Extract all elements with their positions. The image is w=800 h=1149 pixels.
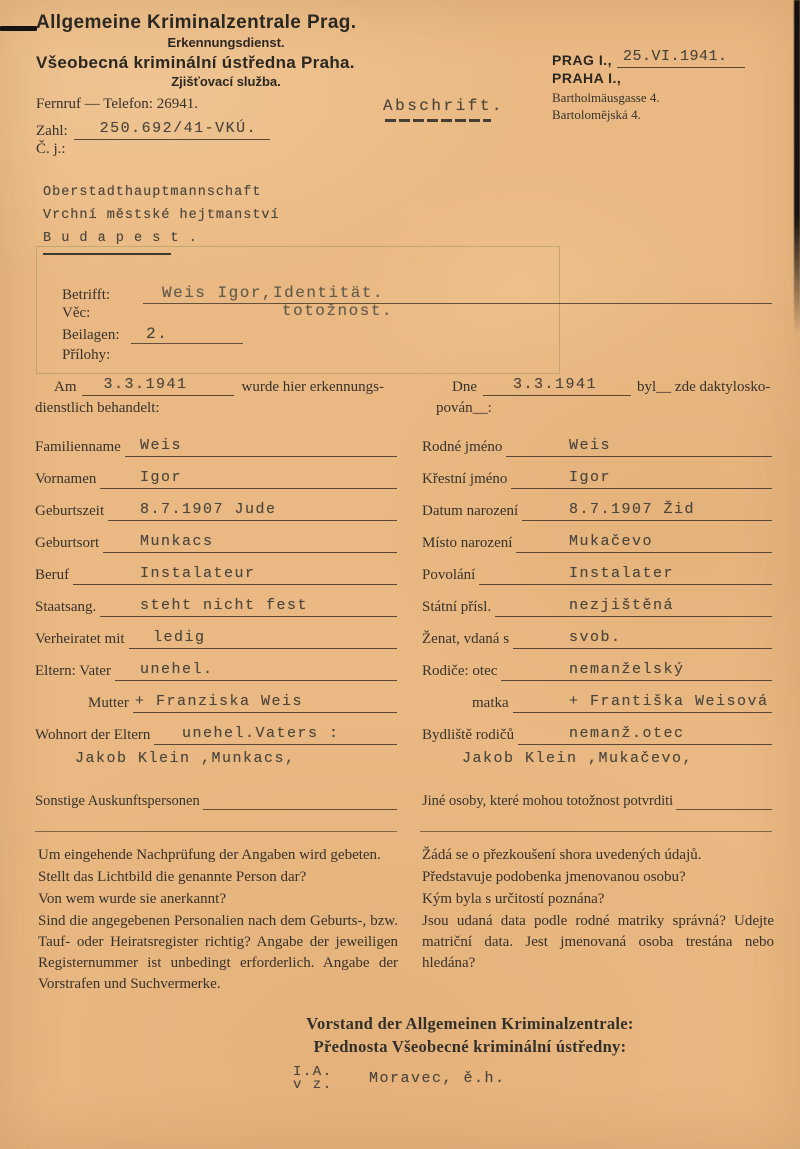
question-line: Kým byla s určitostí poznána? <box>422 891 605 907</box>
field-line <box>513 616 772 649</box>
field-label: Vornamen <box>35 471 97 487</box>
intro-german-text: wurde hier erkennungs- <box>241 379 384 395</box>
place-date-block <box>552 50 762 123</box>
form-row <box>35 489 397 521</box>
subject-value-german: Weis Igor,Identität. <box>162 284 385 302</box>
form-row <box>35 681 397 713</box>
intro-german <box>35 378 400 417</box>
field-label: Wohnort der Eltern <box>35 727 151 743</box>
field-value: ledig <box>153 629 206 646</box>
field-value: nemanželský <box>569 661 685 678</box>
form-row <box>422 553 772 585</box>
addressee-block <box>43 181 280 255</box>
file-number-row <box>36 122 418 140</box>
zahl-label: Zahl: <box>36 123 68 139</box>
place-date-row <box>552 50 762 68</box>
dne-date-value: 3.3.1941 <box>513 376 598 393</box>
field-label: Bydliště rodičů <box>422 727 515 743</box>
field-label: Povolání <box>422 567 476 583</box>
beilagen-value: 2. <box>146 325 169 343</box>
field-label: Eltern: Vater <box>35 663 111 679</box>
field-value: 8.7.1907 Jude <box>140 501 277 518</box>
field-label: Familienname <box>35 439 121 455</box>
dne-label: Dne <box>452 379 477 395</box>
field-label: Beruf <box>35 567 70 583</box>
witnesses-line <box>203 792 397 810</box>
form-row <box>422 489 772 521</box>
form-row <box>422 585 772 617</box>
field-line <box>511 456 772 489</box>
intro-german-text2: dienstlich behandelt: <box>35 400 160 416</box>
form-row <box>35 553 397 585</box>
field-value: svob. <box>569 629 622 646</box>
signature-vz: v z. <box>293 1077 333 1093</box>
field-value: steht nicht fest <box>140 597 309 614</box>
letterhead <box>36 12 418 158</box>
form-row <box>35 617 397 649</box>
questions-czech <box>422 845 774 975</box>
signature-ia: I.A. <box>293 1064 333 1080</box>
place-czech: PRAHA I., <box>552 70 622 86</box>
field-label: Datum narození <box>422 503 519 519</box>
field-label: Ženat, vdaná s <box>422 631 510 647</box>
witnesses-label-czech: Jiné osoby, které mohou totožnost potvrditi <box>422 793 674 809</box>
section-divider <box>420 831 772 832</box>
copy-notice-underline <box>385 119 491 122</box>
dept-name-czech: Zjišťovací služba. <box>171 74 281 89</box>
section-divider <box>35 831 397 832</box>
signoff-czech: Přednosta Všeobecné kriminální ústředny: <box>313 1037 627 1056</box>
am-date-line <box>82 378 234 396</box>
question-line: Žádá se o přezkoušení shora uvedených údajů. <box>422 847 702 863</box>
beilagen-underline <box>131 343 243 344</box>
addressee-line: Vrchní městské hejtmanství <box>43 208 280 223</box>
subject-value-czech: totožnost. <box>282 302 394 320</box>
scan-edge-shadow <box>794 0 800 335</box>
file-number-line <box>74 122 270 140</box>
form-row <box>35 649 397 681</box>
am-date-value: 3.3.1941 <box>103 376 188 393</box>
addressee-line: Oberstadthauptmannschaft <box>43 185 262 200</box>
field-value: unehel.Vaters : <box>182 725 340 742</box>
question-line: Představuje podobenka jmenovanou osobu? <box>422 869 686 885</box>
street-czech: Bartolomějská 4. <box>552 107 641 122</box>
question-line: Stellt das Lichtbild die genannte Person dar? <box>38 869 307 885</box>
field-label: Místo narození <box>422 535 513 551</box>
field-value: Weis <box>140 437 183 454</box>
form-column-czech <box>422 425 772 767</box>
copy-notice-text: Abschrift. <box>383 97 505 115</box>
field-value: + Františka Weisová <box>569 693 769 710</box>
field-value: Munkacs <box>140 533 214 550</box>
question-line: Von wem wurde sie anerkannt? <box>38 891 226 907</box>
field-value: unehel. <box>140 661 214 678</box>
org-name-german: Allgemeine Kriminalzentrale Prag. <box>36 12 357 33</box>
witnesses-label-german: Sonstige Auskunftspersonen <box>35 793 200 809</box>
vec-label: Věc: <box>62 305 91 321</box>
field-value: nezjištěná <box>569 597 675 614</box>
field-label: Křestní jméno <box>422 471 508 487</box>
field-value: Instalateur <box>140 565 256 582</box>
signature-name: Moravec, ě.h. <box>369 1070 506 1087</box>
field-label: Staatsang. <box>35 599 97 615</box>
form-row <box>422 681 772 713</box>
date-line <box>617 50 745 68</box>
form-row <box>35 457 397 489</box>
signoff-block <box>165 1012 775 1058</box>
phone-line: Fernruf — Telefon: 26941. <box>36 96 198 112</box>
form-row <box>422 425 772 457</box>
subject-underline <box>143 303 772 304</box>
witnesses-row-czech <box>422 793 772 810</box>
beilagen-label: Beilagen: <box>62 327 120 343</box>
questions-german <box>38 845 398 996</box>
field-label: Státní přísl. <box>422 599 492 615</box>
ink-mark <box>0 26 37 31</box>
field-value: + Franziska Weis <box>135 693 304 710</box>
org-name-czech: Všeobecná kriminální ústředna Praha. <box>36 53 355 72</box>
field-label: Verheiratet mit <box>35 631 125 647</box>
form-row <box>422 457 772 489</box>
form-column-german <box>35 425 397 767</box>
signature-block <box>293 1064 593 1104</box>
field-line <box>506 424 772 457</box>
am-label: Am <box>54 379 77 395</box>
field-label: Mutter <box>88 695 129 711</box>
form-row <box>35 713 397 745</box>
field-value: Instalater <box>569 565 675 582</box>
witnesses-line <box>676 792 772 810</box>
betrifft-label: Betrifft: <box>62 287 111 303</box>
field-label: matka <box>472 695 509 711</box>
date-value: 25.VI.1941. <box>623 48 728 65</box>
field-value: Igor <box>140 469 183 486</box>
field-value: 8.7.1907 Žid <box>569 501 696 518</box>
form-row <box>35 521 397 553</box>
form-row <box>35 585 397 617</box>
addressee-line: B u d a p e s t . <box>43 231 198 246</box>
form-row <box>422 713 772 745</box>
intro-czech-text: byl__ zde daktylosko- <box>637 379 771 395</box>
question-line: Sind die angegebenen Personalien nach dem Geburts-, bzw. Tauf- oder Heiratsregister richtig? Angabe der jeweiligen Registernummer ist unbedingt erforderlich. Angabe der Vorstrafen und Suchvermerke. <box>38 913 398 992</box>
file-number-value: 250.692/41-VKÚ. <box>99 120 258 137</box>
form-row <box>422 617 772 649</box>
parents-address-german: Jakob Klein ,Munkacs, <box>75 750 296 767</box>
field-label: Geburtszeit <box>35 503 105 519</box>
dept-name-german: Erkennungsdienst. <box>167 35 285 50</box>
prilohy-label: Přílohy: <box>62 347 111 363</box>
parents-address-czech: Jakob Klein ,Mukačevo, <box>462 750 694 767</box>
field-label: Geburtsort <box>35 535 100 551</box>
field-value: Igor <box>569 469 612 486</box>
field-label: Rodiče: otec <box>422 663 498 679</box>
question-line: Jsou udaná data podle rodné matriky správná? Udejte matriční data. Jest jmenovaná osoba trestána nebo hledána? <box>422 913 774 971</box>
field-value: Weis <box>569 437 612 454</box>
intro-czech-text2: pován__: <box>436 400 492 416</box>
field-value: nemanž.otec <box>569 725 685 742</box>
signoff-german: Vorstand der Allgemeinen Kriminalzentrale: <box>306 1014 634 1033</box>
form-row <box>422 649 772 681</box>
intro-czech <box>422 378 774 417</box>
place-german: PRAG I., <box>552 52 613 68</box>
field-value: Mukačevo <box>569 533 654 550</box>
field-label: Rodné jméno <box>422 439 503 455</box>
cj-label: Č. j.: <box>36 141 66 157</box>
form-row <box>422 521 772 553</box>
form-row <box>35 425 397 457</box>
street-german: Bartholmäusgasse 4. <box>552 90 660 105</box>
witnesses-row-german <box>35 793 397 810</box>
dne-date-line <box>483 378 631 396</box>
copy-notice <box>383 97 504 122</box>
question-line: Um eingehende Nachprüfung der Angaben wird gebeten. <box>38 847 381 863</box>
